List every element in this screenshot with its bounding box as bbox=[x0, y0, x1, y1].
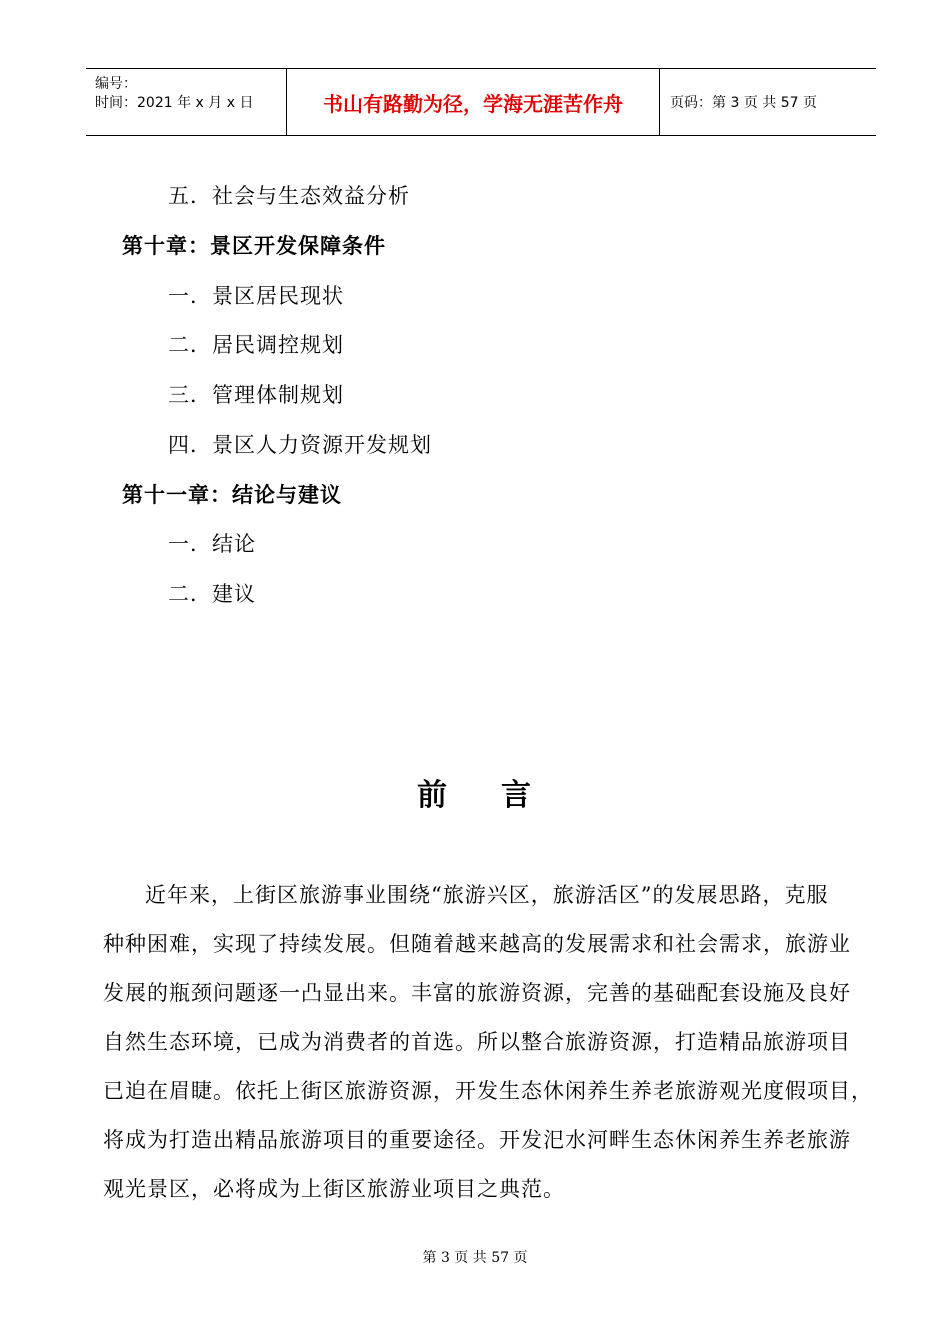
preface-line: 观光景区，必将成为上街区旅游业项目之典范。 bbox=[103, 1177, 565, 1201]
preface-title-part1: 前 bbox=[417, 778, 449, 813]
toc-item: 一．结论 bbox=[168, 532, 256, 556]
toc-chapter-heading: 第十一章：结论与建议 bbox=[122, 483, 342, 507]
number-label: 编号： bbox=[95, 76, 137, 92]
preface-line: 种种困难，实现了持续发展。但随着越来越高的发展需求和社会需求，旅游业 bbox=[103, 932, 851, 956]
preface-line: 发展的瓶颈问题逐一凸显出来。丰富的旅游资源，完善的基础配套设施及良好 bbox=[103, 981, 851, 1005]
preface-line: 自然生态环境，已成为消费者的首选。所以整合旅游资源，打造精品旅游项目 bbox=[103, 1030, 851, 1054]
motto: 书山有路勤为径，学海无涯苦作舟 bbox=[287, 69, 660, 135]
page-footer: 第 3 页 共 57 页 bbox=[422, 1250, 528, 1266]
header-page-label: 页码：第 3 页 共 57 页 bbox=[670, 95, 817, 111]
header-meta-cell bbox=[86, 69, 287, 135]
toc-item: 五．社会与生态效益分析 bbox=[168, 184, 410, 208]
preface-line: 已迫在眉睫。依托上街区旅游资源，开发生态休闲养生养老旅游观光度假项目， bbox=[103, 1079, 873, 1103]
preface-title-part2: 言 bbox=[501, 778, 533, 813]
toc-item: 一．景区居民现状 bbox=[168, 284, 344, 308]
preface-line: 近年来，上街区旅游事业围绕“旅游兴区，旅游活区”的发展思路，克服 bbox=[145, 883, 829, 907]
preface-line: 将成为打造出精品旅游项目的重要途径。开发汜水河畔生态休闲养生养老旅游 bbox=[103, 1128, 851, 1152]
time-label: 时间：2021 年 x 月 x 日 bbox=[95, 95, 254, 111]
toc-item: 二．居民调控规划 bbox=[168, 333, 344, 357]
page-header bbox=[86, 68, 876, 136]
preface-title bbox=[0, 770, 950, 814]
toc-item: 四．景区人力资源开发规划 bbox=[168, 433, 432, 457]
toc-item: 二．建议 bbox=[168, 582, 256, 606]
toc-item: 三．管理体制规划 bbox=[168, 383, 344, 407]
toc-chapter-heading: 第十章：景区开发保障条件 bbox=[122, 234, 386, 258]
